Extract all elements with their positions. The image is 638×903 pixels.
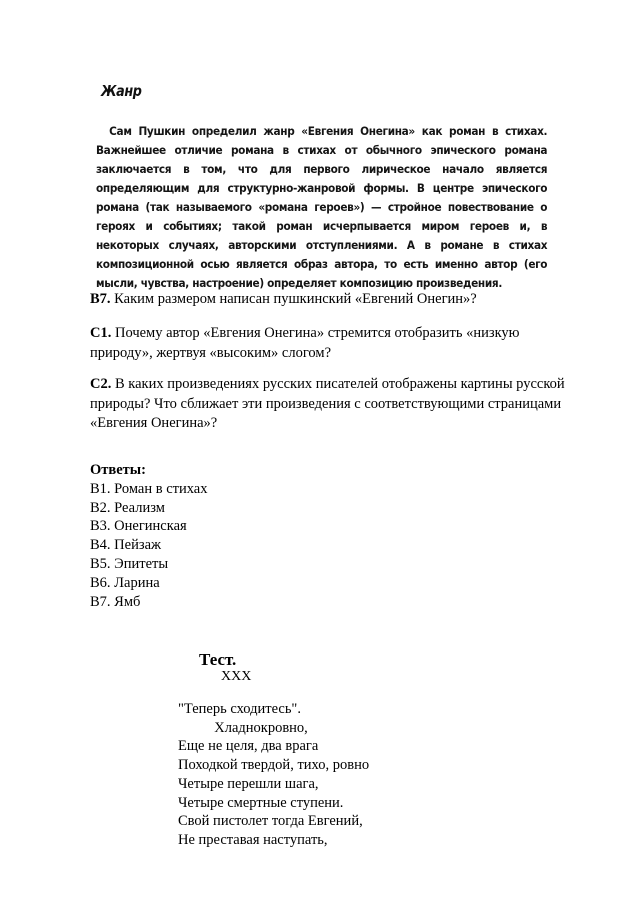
poem-line: Походкой твердой, тихо, ровно (178, 757, 370, 774)
scan-heading: Жанр (101, 82, 142, 100)
answer-item: В1. Роман в стихах (90, 480, 208, 497)
answer-item: В5. Эпитеты (90, 555, 169, 572)
poem-line: Еще не целя, два врага (178, 738, 319, 755)
question-b7 (90, 290, 590, 310)
scan-paragraph: Сам Пушкин определил жанр «Евгения Онегина» как роман в стихах. Важнейшее отличие романа в стихах от обычного эпического романа заключается в том, что для первого лирическое начало является определяющим для структурно-жанровой формы. В центре эпического романа (так называемого «романа героев») — стройное повествование о героях и событиях; такой роман исчерпывается миром героев и, в некоторых случаях, авторскими отступлениями. А в романе в стихах композиционной осью является образ автора, то есть именно автор (его мысли, чувства, настроение) определяет композицию произведения. (96, 125, 548, 290)
question-text: Почему автор «Евгения Онегина» стремится отобразить «низкую природу», жертвуя «высоким» слогом? (90, 325, 520, 361)
poem-line: Свой пистолет тогда Евгений, (178, 813, 363, 830)
poem-line: Не преставая наступать, (178, 831, 328, 848)
answer-item: В3. Онегинская (90, 518, 187, 535)
question-label: С1. (90, 325, 112, 341)
poem-line: "Теперь сходитесь". (178, 701, 301, 717)
answer-item: В6. Ларина (90, 574, 160, 591)
answer-item: В4. Пейзаж (90, 537, 162, 554)
answers-heading: Ответы: (90, 462, 146, 478)
answers-list (90, 461, 208, 611)
poem-line: Четыре перешли шага, (178, 775, 319, 792)
question-label: С2. (90, 376, 112, 392)
answer-item: В2. Реализм (90, 499, 165, 516)
question-label: В7. (90, 291, 111, 307)
question-c2 (90, 375, 600, 434)
poem-excerpt (178, 700, 369, 850)
poem-line: Хладнокровно, (178, 719, 308, 736)
question-text: Каким размером написан пушкинский «Евгений Онегин»? (110, 291, 477, 307)
test-title: Тест. (199, 650, 237, 669)
answer-item: В7. Ямб (90, 593, 141, 610)
question-text: В каких произведениях русских писателей отображены картины русской природы? Что сближает эти произведения с соответствующими страницами «Евгения Онегина»? (90, 376, 565, 431)
test-subtitle: XXX (221, 669, 252, 684)
question-c1 (90, 324, 560, 363)
poem-line: Четыре смертные ступени. (178, 794, 344, 811)
